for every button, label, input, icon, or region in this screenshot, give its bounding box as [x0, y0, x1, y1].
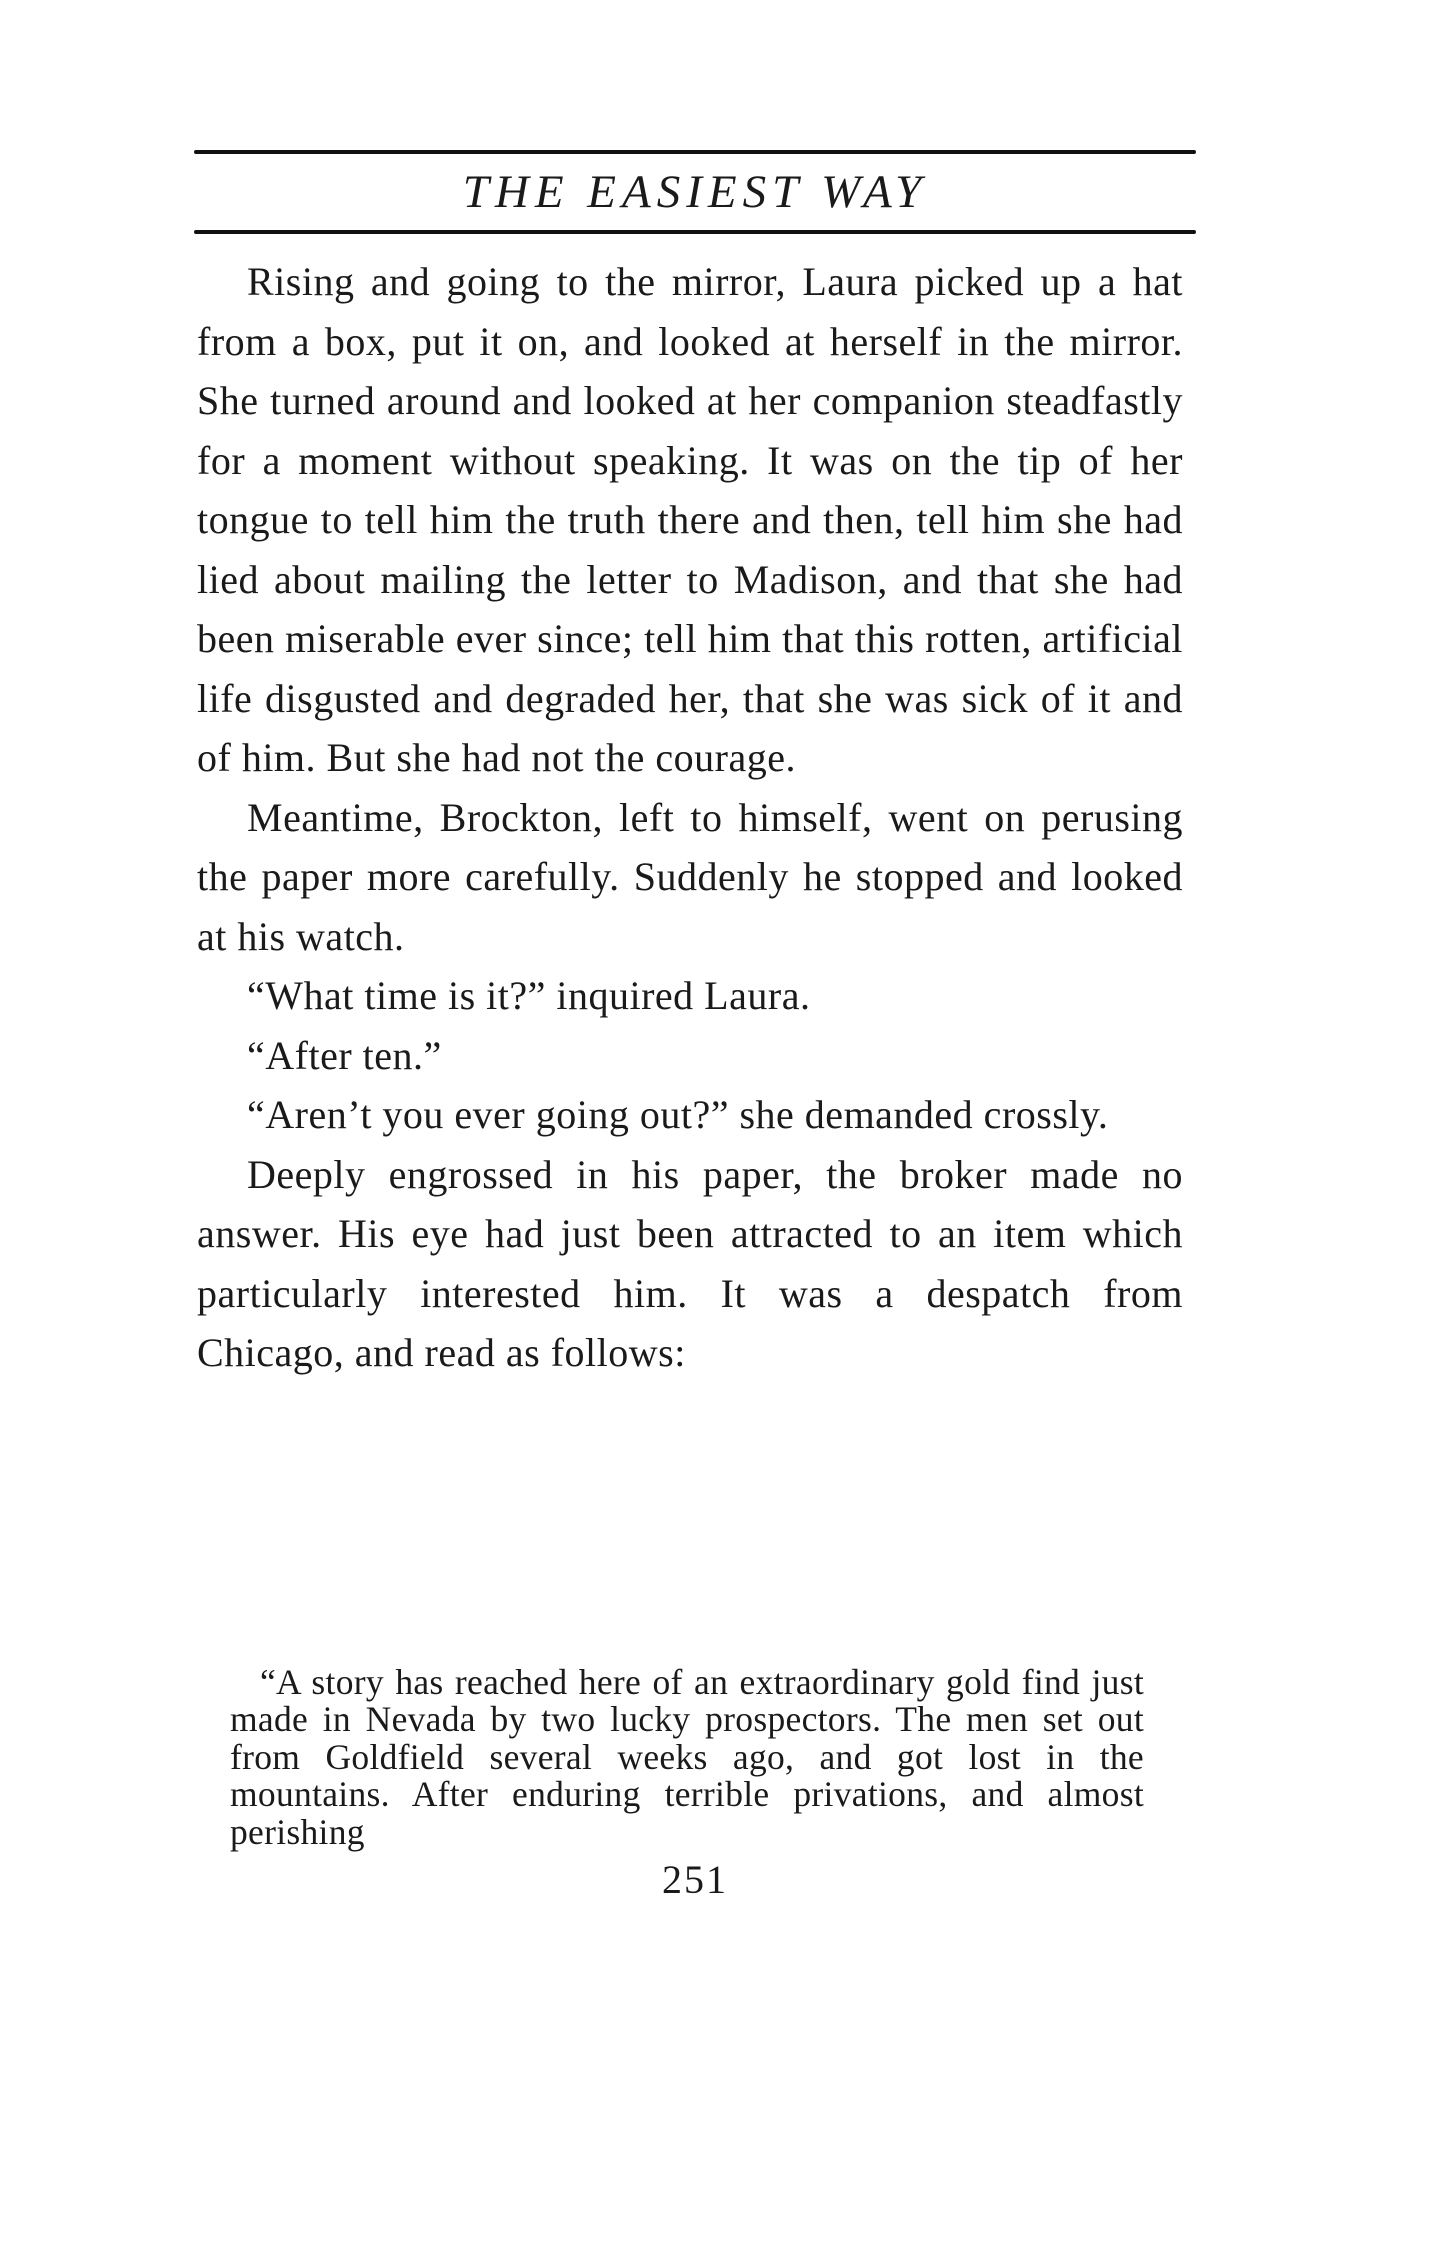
quoted-despatch: “A story has reached here of an extraordinary gold find just made in Nevada by two lucky prospectors. The men set out from Goldfield several weeks ago, and got lost in the mountains. After enduring terrible privations, and almost perishing — [230, 1661, 1144, 1852]
paragraph: “After ten.” — [247, 1032, 442, 1078]
paragraph: “What time is it?” inquired Laura. — [247, 973, 811, 1018]
page-number: 251 — [662, 1857, 728, 1902]
header-rule-bottom — [194, 230, 1196, 234]
paragraph: Deeply engrossed in his paper, the broker made no answer. His eye had just been attracted to an item which particularly interested him. It was a despatch from Chicago, and read as follows: — [197, 1151, 1183, 1375]
body-text — [197, 252, 1183, 1383]
running-title: THE EASIEST WAY — [462, 166, 928, 218]
paragraph: Meantime, Brockton, left to himself, went on perusing the paper more carefully. Suddenly he stopped and looked at his watch. — [197, 794, 1183, 959]
paragraph: Rising and going to the mirror, Laura picked up a hat from a box, put it on, and looked at herself in the mirror. She turned around and looked at her companion steadfastly for a moment without speaking. It was on the tip of her tongue to tell him the truth there and then, tell him she had lied about mailing the letter to Madison, and that she had been miserable ever since; tell him that this rotten, artificial life disgusted and degraded her, that she was sick of it and of him. But she had not the courage. — [197, 259, 1183, 780]
header-rule-top — [194, 150, 1196, 154]
paragraph: “Aren’t you ever going out?” she demanded crossly. — [247, 1092, 1109, 1137]
